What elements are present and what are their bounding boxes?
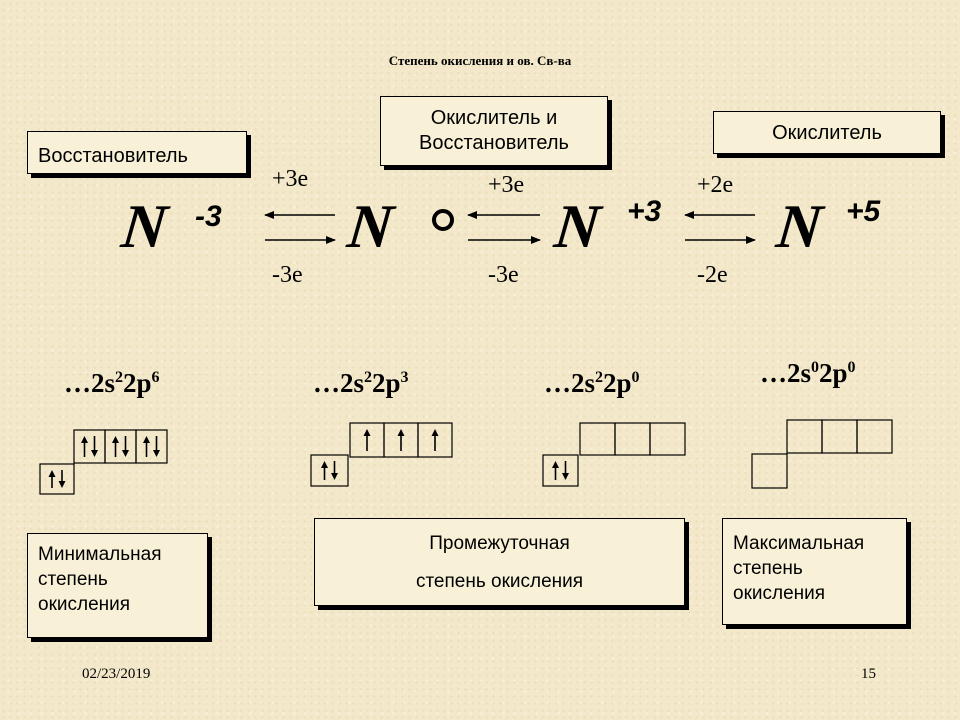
up-arrow-icon: [321, 461, 328, 480]
p-orbital-cell: [787, 420, 822, 453]
charge-plus-5: +5: [846, 195, 881, 228]
max-line-1: Максимальная: [733, 533, 865, 554]
up-arrow-icon: [432, 429, 439, 451]
mid-line-1: Промежуточная: [429, 533, 570, 554]
charge-plus-3: +3: [627, 195, 662, 228]
s-orbital-cell: [311, 455, 348, 486]
slide-number: 15: [861, 666, 876, 682]
max-line-3: окисления: [733, 583, 826, 604]
down-arrow-icon: [331, 461, 338, 480]
down-arrow-icon: [122, 436, 129, 457]
nitrogen-symbol-4: N: [773, 193, 824, 261]
nitrogen-symbol-1: N: [118, 193, 169, 261]
p-orbital-cell: [857, 420, 892, 453]
p-orbital-cell: [615, 423, 650, 455]
s-orbital-cell: [40, 464, 74, 494]
config-2: $\dots 2s^22p^3$: [313, 368, 409, 398]
min-line-3: окисления: [38, 594, 131, 615]
p-orbital-cell: [580, 423, 615, 455]
down-arrow-icon: [153, 436, 160, 457]
up-arrow-icon: [81, 436, 88, 457]
transition-2-bottom: -3e: [488, 262, 519, 288]
intermediate-state-box: [314, 518, 685, 606]
p-orbital-cell: [650, 423, 685, 455]
oxidizer-reducer-line2: Восстановитель: [419, 132, 569, 154]
p-orbital-cell: [74, 430, 105, 463]
up-arrow-icon: [552, 461, 559, 480]
transition-1-top: +3e: [272, 166, 309, 192]
up-arrow-icon: [364, 429, 371, 451]
transition-1-bottom: -3e: [272, 262, 303, 288]
slide-date: 02/23/2019: [82, 666, 151, 682]
min-line-2: степень: [38, 569, 108, 590]
down-arrow-icon: [91, 436, 98, 457]
s-orbital-cell: [752, 454, 787, 488]
orbital-diagram-3: [543, 423, 685, 486]
p-orbital-cell: [822, 420, 857, 453]
orbital-diagram-2: [311, 423, 452, 486]
max-state-box: [722, 518, 907, 625]
config-3: $\dots 2s^22p^0$: [544, 368, 640, 398]
down-arrow-icon: [59, 470, 66, 488]
charge-minus-3: -3: [195, 200, 222, 233]
orbital-diagram-4: [752, 420, 892, 488]
nitrogen-symbol-2: N: [344, 193, 395, 261]
transition-1-arrows: [265, 215, 335, 240]
min-line-1: Минимальная: [38, 544, 162, 565]
p-orbital-cell: [418, 423, 452, 457]
up-arrow-icon: [143, 436, 150, 457]
p-orbital-cell: [105, 430, 136, 463]
p-orbital-cell: [384, 423, 418, 457]
max-line-2: степень: [733, 558, 803, 579]
config-1: $\dots 2s^22p^6$: [64, 368, 160, 398]
slide-title: Степень окисления и ов. Св-ва: [388, 53, 572, 68]
mid-line-2: степень окисления: [415, 571, 584, 592]
down-arrow-icon: [562, 461, 569, 480]
transition-3-bottom: -2e: [697, 262, 728, 288]
p-orbital-cell: [350, 423, 384, 457]
transition-2-top: +3e: [488, 172, 525, 198]
reducer-label: Восстановитель: [38, 145, 188, 167]
up-arrow-icon: [112, 436, 119, 457]
orbital-diagram-1: [40, 430, 167, 494]
nitrogen-symbol-3: N: [551, 193, 602, 261]
min-state-box: [27, 533, 208, 638]
up-arrow-icon: [49, 470, 56, 488]
s-orbital-cell: [543, 455, 578, 486]
p-orbital-cell: [136, 430, 167, 463]
transition-3-top: +2e: [697, 172, 734, 198]
orbital-diagrams: [40, 420, 892, 494]
config-4: $\dots 2s^02p^0$: [760, 358, 856, 388]
transition-3-arrows: [685, 215, 755, 240]
oxidizer-reducer-line1: Окислитель и: [430, 107, 558, 129]
transition-2-arrows: [468, 215, 540, 240]
up-arrow-icon: [398, 429, 405, 451]
oxidizer-label: Окислитель: [772, 122, 882, 144]
